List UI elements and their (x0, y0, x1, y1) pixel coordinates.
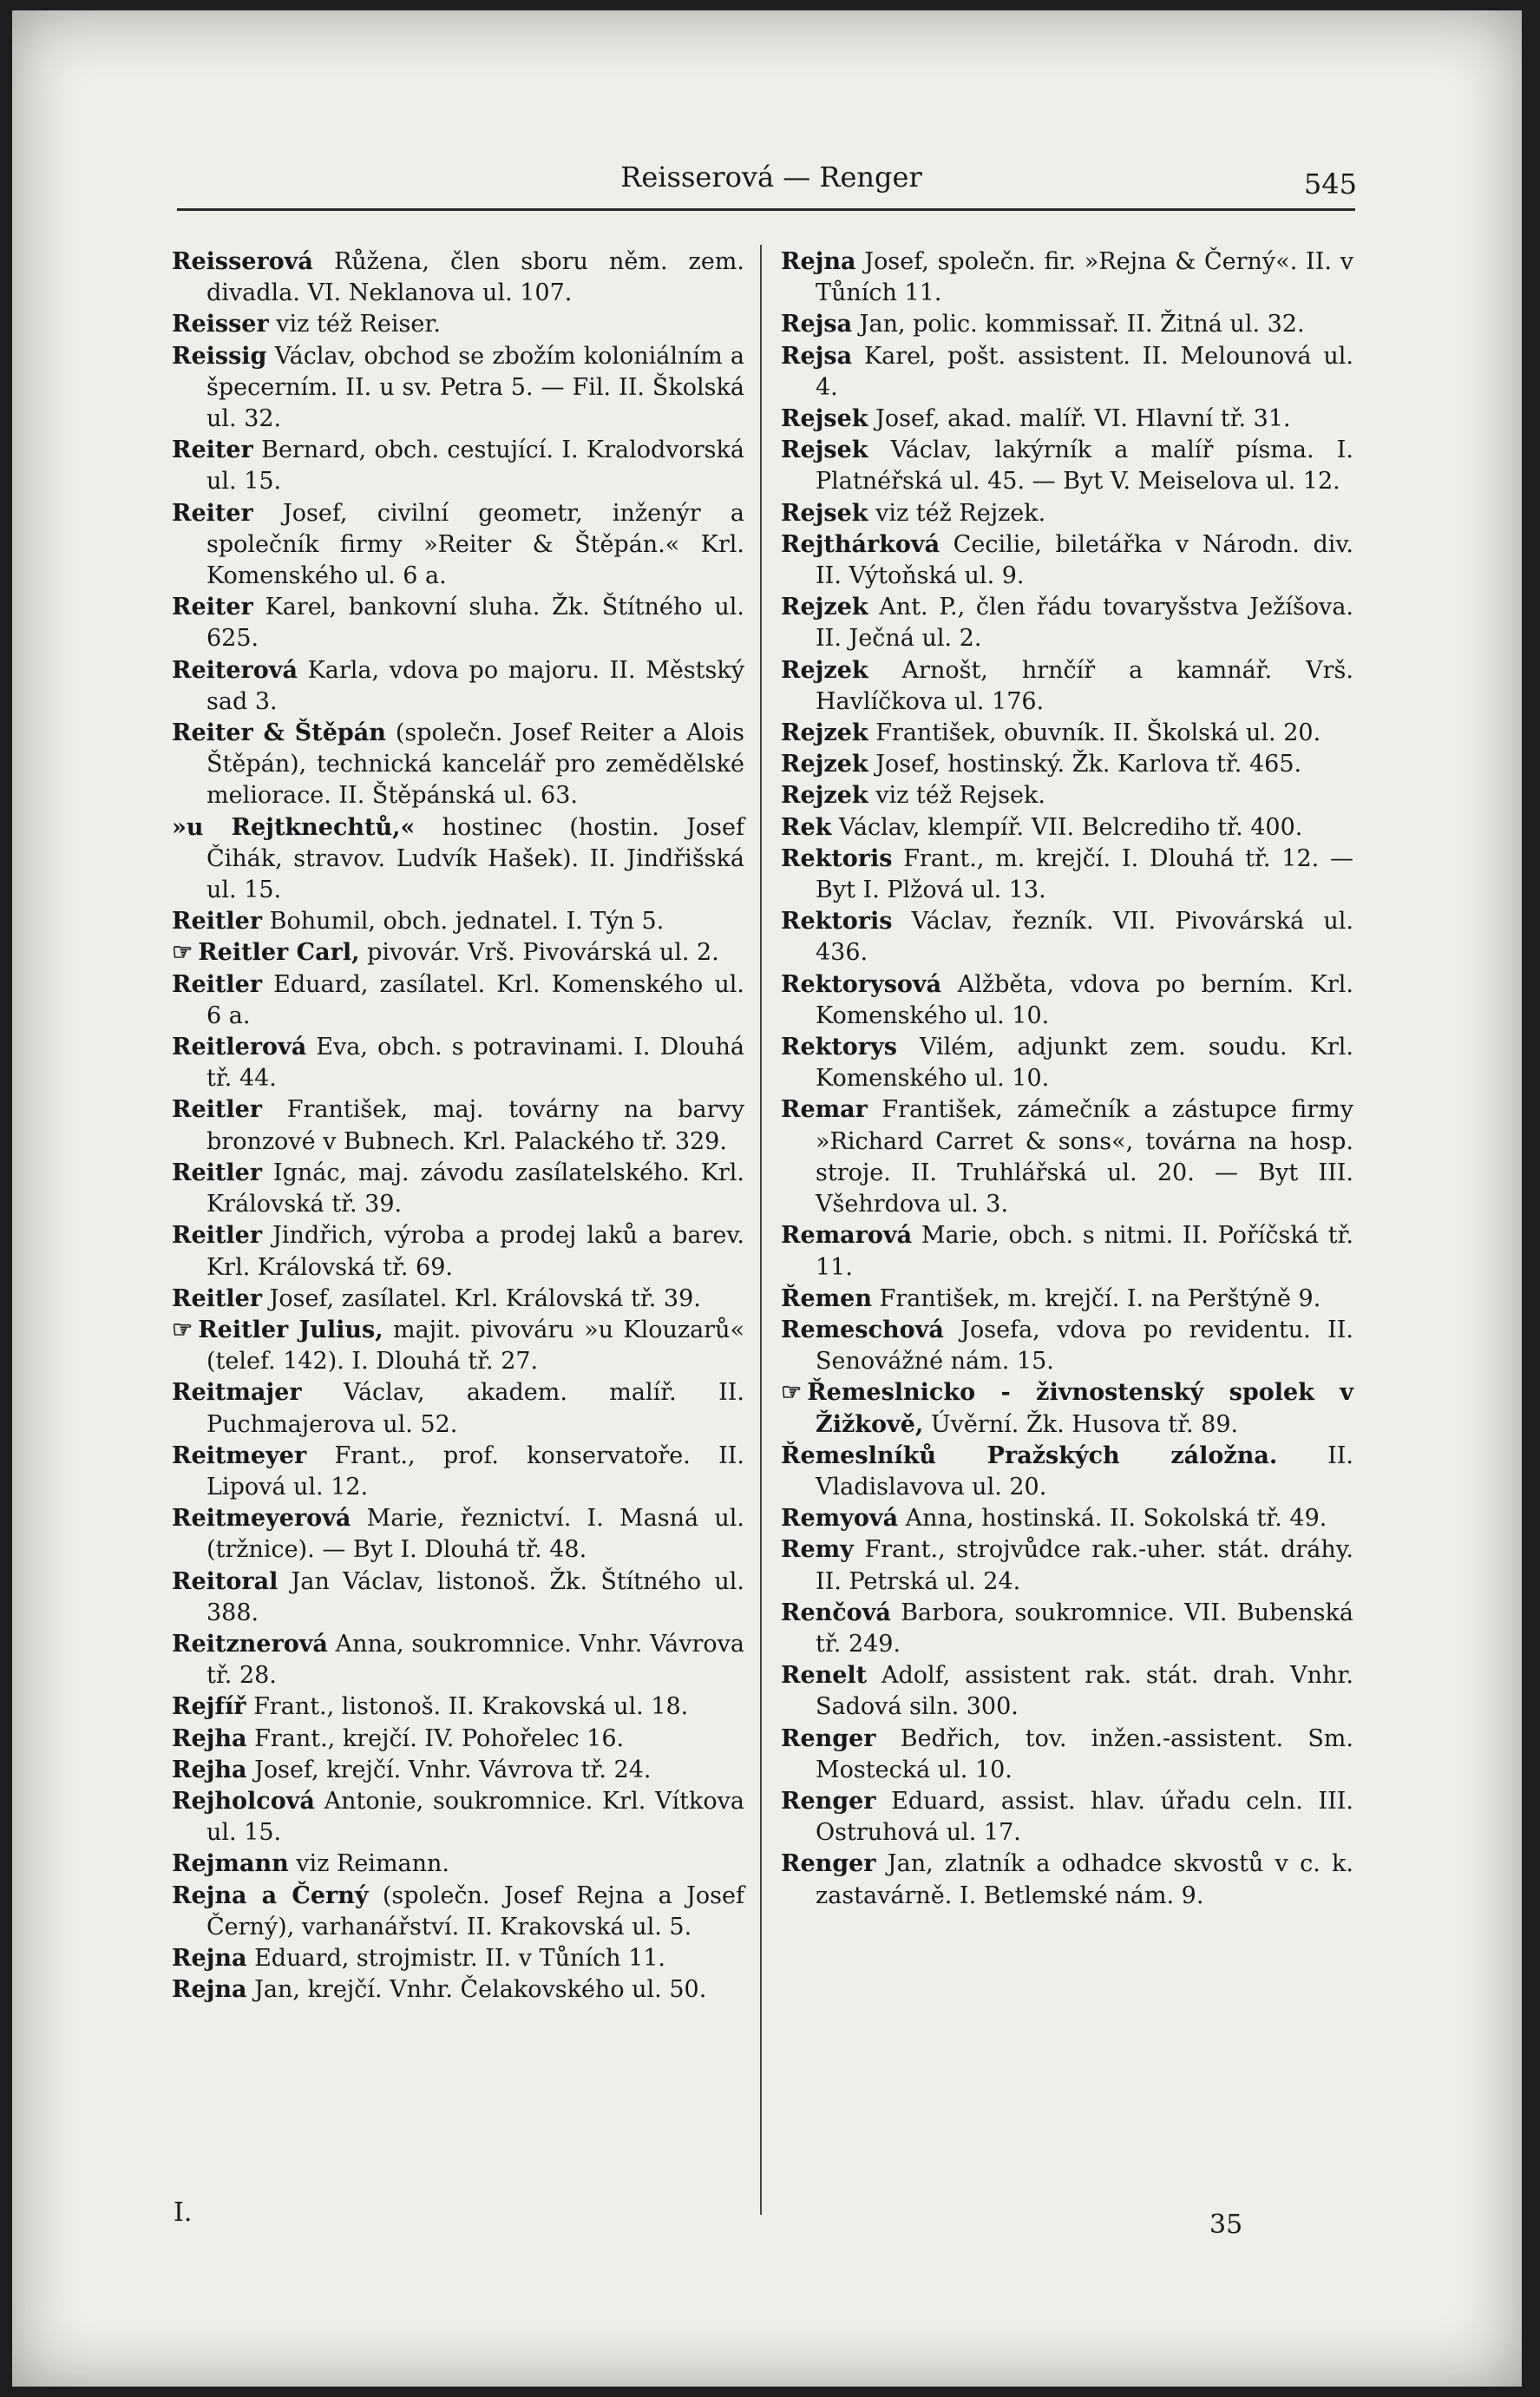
entry-details: Bernard, obch. cestující. I. Kralodvorská ul. 15. (206, 437, 744, 496)
entry-headword: Rejsek (781, 437, 868, 464)
entry-headword: Řemen (781, 1284, 872, 1312)
entry-headword: Reitler (172, 1222, 263, 1250)
directory-entry (781, 969, 1353, 1032)
entry-headword: Reitmajer (172, 1379, 302, 1407)
entry-details: Anna, hostinská. II. Sokolská tř. 49. (898, 1505, 1327, 1533)
directory-entry (172, 1032, 744, 1094)
directory-entry (172, 718, 744, 812)
entry-details: Václav, akadem. malíř. II. Puchmajerova ul. 52. (206, 1379, 744, 1438)
entry-details: Josef, krejčí. Vnhr. Vávrova tř. 24. (246, 1756, 652, 1783)
entry-details: František, maj. továrny na barvy bronzové v Bubnech. Krl. Palackého tř. 329. (206, 1096, 744, 1155)
entry-details: Ignác, maj. závodu zasílatelského. Krl. Královská tř. 39. (206, 1159, 744, 1218)
page-number: 545 (1303, 167, 1357, 200)
entry-details: Josefa, vdova po revidentu. II. Senovážné nám. 15. (816, 1316, 1353, 1376)
directory-entry (781, 1849, 1353, 1911)
entry-headword: Renčová (781, 1599, 891, 1626)
entry-details: Václav, klempíř. VII. Belcrediho tř. 400. (831, 813, 1303, 841)
entry-details: Karla, vdova po majoru. II. Městský sad 3. (206, 656, 744, 715)
entry-details: František, m. krejčí. I. na Perštýně 9. (872, 1284, 1321, 1312)
entry-details: Vilém, adjunkt zem. soudu. Krl. Komenského ul. 10. (816, 1034, 1353, 1093)
entry-details: Jan Václav, listonoš. Žk. Štítného ul. 388. (206, 1567, 744, 1626)
directory-entry (172, 969, 744, 1032)
directory-entry (172, 1974, 744, 2006)
directory-entry (781, 1534, 1353, 1597)
entry-details: Frant., strojvůdce rak.-uher. stát. dráhy. II. Petrská ul. 24. (816, 1536, 1353, 1595)
directory-entry (172, 498, 744, 593)
directory-entry (172, 246, 744, 309)
entry-details: Josef, společn. fir. »Rejna & Černý«. II. v Tůních 11. (816, 248, 1353, 307)
directory-entry (781, 246, 1353, 309)
entry-headword: Remyová (781, 1505, 899, 1533)
directory-entry (172, 1566, 744, 1629)
entry-headword: Rejzek (781, 782, 868, 810)
entry-details: (společn. Josef Reiter a Alois Štěpán), technická kancelář pro zemědělské meliorace. II. Štěpánská ul. 63. (206, 719, 744, 810)
directory-entry (172, 309, 744, 340)
entry-details: Frant., prof. konservatoře. II. Lipová ul. 12. (206, 1441, 744, 1501)
entry-details: Jan, zlatník a odhadce skvostů v c. k. zastavárně. I. Betlemské nám. 9. (816, 1850, 1353, 1909)
entry-details: pivovár. Vrš. Pivovárská ul. 2. (359, 939, 719, 967)
directory-entry (172, 592, 744, 654)
directory-entry (781, 844, 1353, 906)
entry-headword: Rejzek (781, 656, 868, 684)
directory-entry (172, 1943, 744, 1974)
entry-headword: Rejthárková (781, 530, 940, 558)
entry-headword: Remar (781, 1096, 868, 1124)
directory-entry (172, 1755, 744, 1786)
entry-headword: Reitlerová (172, 1034, 307, 1061)
entry-details: Jan, krejčí. Vnhr. Čelakovského ul. 50. (246, 1976, 707, 2004)
directory-entry (781, 1094, 1353, 1220)
directory-entry (172, 1691, 744, 1723)
entry-details: František, obuvník. II. Školská ul. 20. (868, 719, 1321, 747)
entry-headword: Rejna (172, 1976, 247, 2004)
entry-details: Barbora, soukromnice. VII. Bubenská tř. 249. (816, 1599, 1353, 1658)
entry-details: Karel, bankovní sluha. Žk. Štítného ul. 625. (206, 594, 744, 653)
volume-mark: I. (174, 2197, 193, 2228)
entry-headword: Reitoral (172, 1567, 279, 1595)
directory-entry (172, 1094, 744, 1157)
entry-headword: Rejsek (781, 499, 868, 527)
directory-entry (781, 655, 1353, 718)
signature-mark: 35 (1209, 2210, 1243, 2240)
entry-headword: Rektorys (781, 1034, 897, 1061)
entry-details: Eva, obch. s potravinami. I. Dlouhá tř. 44. (206, 1034, 744, 1093)
entry-headword: Remeschová (781, 1316, 944, 1343)
entry-details: Jan, polic. kommissař. II. Žitná ul. 32. (852, 311, 1305, 338)
directory-entry (172, 1503, 744, 1566)
entry-details: Arnošt, hrnčíř a kamnář. Vrš. Havlíčkova ul. 176. (816, 656, 1353, 715)
directory-entry (781, 1503, 1353, 1534)
directory-entry (781, 1032, 1353, 1094)
pointing-hand-icon: ☞ (781, 1379, 803, 1407)
entry-details: Cecilie, biletářka v Národn. div. II. Výtoňská ul. 9. (816, 530, 1353, 590)
entry-headword: Rejsek (781, 405, 868, 433)
entry-headword: Rejzek (781, 751, 868, 778)
entry-details: Marie, řeznictví. I. Masná ul. (tržnice). — Byt I. Dlouhá tř. 48. (206, 1505, 744, 1564)
entry-details: Antonie, soukromnice. Krl. Vítkova ul. 15. (206, 1787, 744, 1847)
entry-details: Frant., listonoš. II. Krakovská ul. 18. (246, 1693, 689, 1721)
entry-details: Eduard, zasílatel. Krl. Komenského ul. 6 a. (206, 970, 744, 1029)
directory-entry (781, 780, 1353, 811)
entry-details: Václav, lakýrník a malíř písma. I. Platnéřská ul. 45. — Byt V. Meiselova ul. 12. (816, 437, 1353, 496)
directory-entry (172, 1377, 744, 1440)
entry-details: Eduard, strojmistr. II. v Tůních 11. (246, 1944, 666, 1972)
entry-headword: Rejsa (781, 342, 853, 370)
entry-details: majit. pivováru »u Klouzarů« (telef. 142). I. Dlouhá tř. 27. (206, 1316, 744, 1376)
entry-headword: Rek (781, 813, 832, 841)
entry-details: Bohumil, obch. jednatel. I. Týn 5. (262, 908, 665, 936)
directory-entry (781, 1660, 1353, 1723)
entry-details: Růžena, člen sboru něm. zem. divadla. VI. Neklanova ul. 107. (206, 248, 744, 307)
directory-entry (172, 1441, 744, 1503)
entry-details: Josef, zasílatel. Krl. Královská tř. 39. (262, 1284, 701, 1312)
entry-headword: Remy (781, 1536, 854, 1564)
directory-page (12, 10, 1522, 2387)
entry-headword: Reitler (172, 970, 263, 998)
directory-entry (172, 655, 744, 718)
directory-entry (781, 1377, 1353, 1440)
directory-entry (172, 1220, 744, 1283)
entry-headword: Reitler (172, 1159, 263, 1186)
directory-entry (781, 435, 1353, 497)
directory-entry (781, 404, 1353, 435)
directory-entry (781, 592, 1353, 654)
entry-details: viz též Rejzek. (868, 499, 1046, 527)
entry-headword: Reiter (172, 437, 253, 464)
directory-entry (781, 309, 1353, 340)
entry-details: viz Reimann. (288, 1850, 450, 1878)
entry-headword: Rektorysová (781, 970, 942, 998)
directory-entry (172, 1724, 744, 1755)
entry-headword: Rejzek (781, 594, 868, 621)
entry-headword: Reiter & Štěpán (172, 719, 386, 747)
pointing-hand-icon: ☞ (172, 1316, 193, 1343)
directory-entry (172, 1158, 744, 1220)
entry-headword: Rektoris (781, 908, 893, 936)
directory-entry (781, 1441, 1353, 1503)
entry-headword: »u Rejtknechtů,« (172, 813, 416, 841)
entry-details: Marie, obch. s nitmi. II. Poříčská tř. 11. (816, 1222, 1353, 1281)
entry-headword: Reitler (172, 1096, 263, 1124)
left-column (172, 246, 744, 2006)
entry-details: Anna, soukromnice. Vnhr. Vávrova tř. 28. (206, 1630, 744, 1690)
directory-entry (781, 1724, 1353, 1786)
entry-details: viz též Reiser. (268, 311, 441, 338)
header-rule (177, 208, 1355, 211)
entry-details: Václav, řezník. VII. Pivovárská ul. 436. (816, 908, 1353, 967)
entry-headword: Rejna (781, 248, 856, 275)
entry-details: Karel, pošt. assistent. II. Melounová ul. 4. (816, 342, 1353, 401)
directory-entry (172, 812, 744, 907)
entry-headword: Rejzek (781, 719, 868, 747)
entry-details: Josef, akad. malíř. VI. Hlavní tř. 31. (868, 405, 1291, 433)
entry-headword: Rejna (172, 1944, 247, 1972)
entry-headword: Renelt (781, 1662, 868, 1690)
entry-details: viz též Rejsek. (868, 782, 1045, 810)
directory-entry (172, 937, 744, 969)
pointing-hand-icon: ☞ (172, 939, 193, 967)
entry-details: Frant., m. krejčí. I. Dlouhá tř. 12. — Byt I. Plžová ul. 13. (816, 844, 1353, 904)
entry-headword: Reitznerová (172, 1630, 328, 1658)
entry-headword: Reitler (172, 1284, 263, 1312)
entry-headword: Reiter (172, 594, 253, 621)
entry-details: Josef, civilní geometr, inženýr a společník firmy »Reiter & Štěpán.« Krl. Komenského ul. 6 a. (206, 499, 744, 590)
entry-headword: Reitmeyer (172, 1441, 307, 1469)
directory-entry (781, 1284, 1353, 1315)
directory-entry (781, 498, 1353, 529)
directory-entry (781, 1786, 1353, 1849)
directory-entry (172, 1786, 744, 1849)
directory-entry (781, 718, 1353, 749)
directory-entry (781, 1220, 1353, 1283)
directory-entry (172, 1629, 744, 1691)
entry-details: hostinec (hostin. Josef Čihák, stravov. Ludvík Hašek). II. Jindřišská ul. 15. (206, 813, 744, 904)
directory-entry (781, 1598, 1353, 1660)
directory-entry (781, 812, 1353, 844)
right-column (781, 246, 1353, 1912)
entry-details: Václav, obchod se zbožím koloniálním a špecerním. II. u sv. Petra 5. — Fil. II. Školská ul. 32. (206, 342, 744, 433)
entry-headword: Remarová (781, 1222, 913, 1250)
entry-headword: Rejmann (172, 1850, 289, 1878)
entry-details: Bedřich, tov. inžen.-assistent. Sm. Mostecká ul. 10. (816, 1724, 1353, 1783)
directory-entry (172, 341, 744, 436)
entry-headword: Rejna a Černý (172, 1881, 369, 1909)
entry-headword: Reissig (172, 342, 267, 370)
entry-headword: Reiter (172, 499, 253, 527)
running-title: Reisserová — Renger (620, 161, 922, 194)
entry-headword: Rejha (172, 1724, 247, 1752)
entry-details: Alžběta, vdova po berním. Krl. Komenského ul. 10. (816, 970, 1353, 1029)
directory-entry (172, 906, 744, 937)
directory-entry (172, 435, 744, 497)
entry-headword: Řemeslníků Pražských záložna. (781, 1441, 1278, 1469)
entry-headword: Reitler Carl, (198, 939, 360, 967)
directory-entry (781, 749, 1353, 780)
entry-headword: Renger (781, 1787, 876, 1815)
directory-entry (172, 1881, 744, 1943)
running-head (186, 156, 1357, 198)
directory-entry (781, 341, 1353, 404)
entry-headword: Rejfíř (172, 1693, 246, 1721)
entry-details: II. Vladislavova ul. 20. (816, 1441, 1354, 1501)
directory-entry (172, 1315, 744, 1377)
entry-headword: Reitler Julius, (198, 1316, 383, 1343)
entry-details: (společn. Josef Rejna a Josef Černý), varhanářství. II. Krakovská ul. 5. (206, 1881, 744, 1941)
entry-headword: Řemeslnicko - živnostenský spolek v Žižkově, (807, 1379, 1353, 1438)
directory-entry (172, 1284, 744, 1315)
column-divider (760, 245, 762, 2215)
entry-details: František, zámečník a zástupce firmy »Richard Carret & sons«, továrna na hosp. stroje. II. Truhlářská ul. 20. — Byt III. Všehrdova ul. 3. (816, 1096, 1353, 1218)
entry-headword: Rektoris (781, 844, 893, 872)
entry-headword: Renger (781, 1724, 876, 1752)
entry-headword: Reiterová (172, 656, 298, 684)
entry-headword: Rejha (172, 1756, 247, 1783)
entry-details: Eduard, assist. hlav. úřadu celn. III. Ostruhová ul. 17. (816, 1787, 1353, 1847)
directory-entry (172, 1849, 744, 1880)
entry-headword: Renger (781, 1850, 876, 1878)
entry-details: Úvěrní. Žk. Husova tř. 89. (923, 1410, 1239, 1438)
entry-headword: Reitmeyerová (172, 1505, 351, 1533)
directory-entry (781, 906, 1353, 969)
entry-headword: Reisser (172, 311, 269, 338)
entry-details: Jindřich, výroba a prodej laků a barev. Krl. Královská tř. 69. (206, 1222, 744, 1281)
entry-headword: Rejsa (781, 311, 853, 338)
entry-details: Frant., krejčí. IV. Pohořelec 16. (246, 1724, 625, 1752)
entry-headword: Reisserová (172, 248, 313, 275)
entry-details: Adolf, assistent rak. stát. drah. Vnhr. Sadová siln. 300. (816, 1662, 1353, 1721)
entry-headword: Rejholcová (172, 1787, 315, 1815)
directory-entry (781, 1315, 1353, 1377)
entry-headword: Reitler (172, 908, 263, 936)
entry-details: Ant. P., člen řádu tovaryšstva Ježíšova. II. Ječná ul. 2. (816, 594, 1353, 653)
entry-details: Josef, hostinský. Žk. Karlova tř. 465. (868, 751, 1302, 778)
directory-entry (781, 529, 1353, 592)
